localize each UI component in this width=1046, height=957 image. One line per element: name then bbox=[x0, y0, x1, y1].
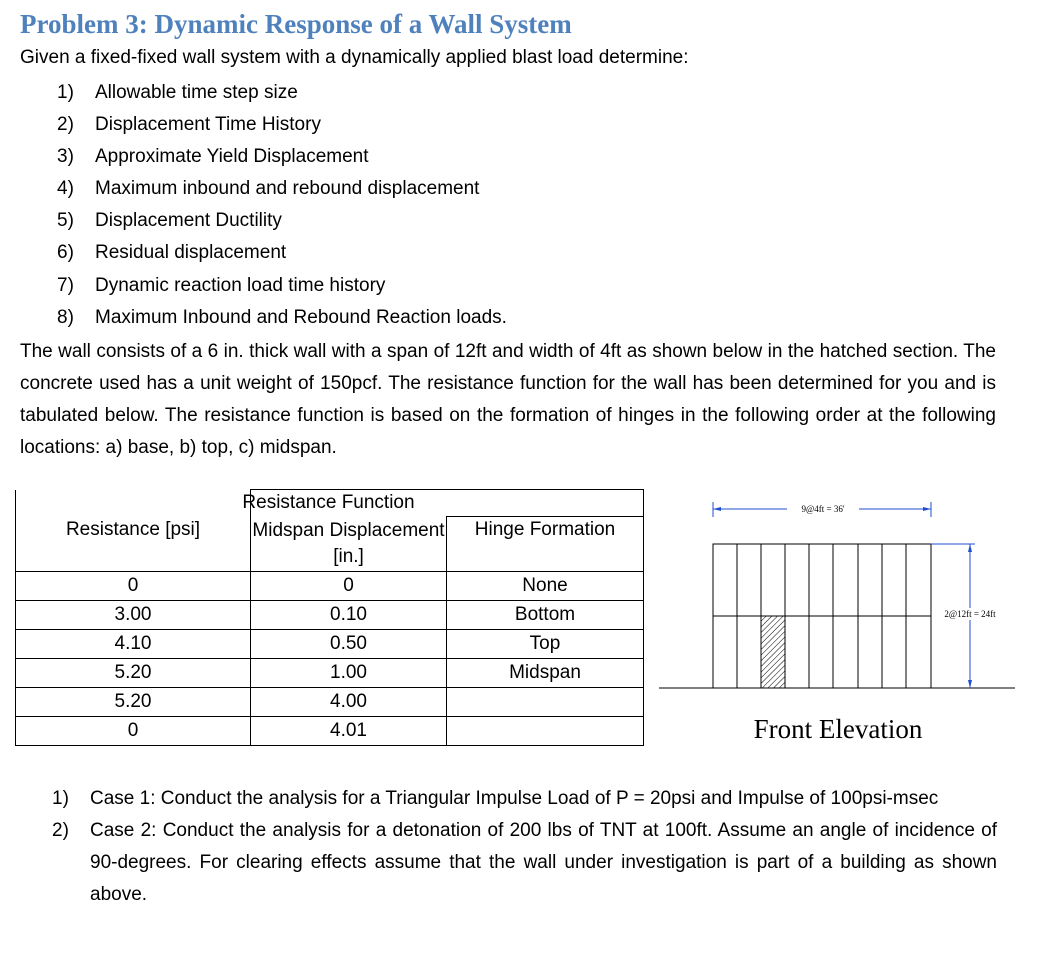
table-header-resistance: Resistance [psi] bbox=[16, 517, 251, 572]
table-header-hinge: Hinge Formation bbox=[447, 517, 644, 572]
hatched-wall-section bbox=[761, 616, 785, 688]
list-item: 4) Maximum inbound and rebound displacement bbox=[57, 178, 480, 200]
intro-text: Given a fixed-fixed wall system with a dynamically applied blast load determine: bbox=[20, 47, 689, 68]
cases-list bbox=[52, 783, 997, 911]
list-item: 3) Approximate Yield Displacement bbox=[57, 146, 369, 168]
table-group-header: Resistance Function bbox=[251, 490, 644, 517]
list-item: 8) Maximum Inbound and Rebound Reaction loads. bbox=[57, 306, 507, 328]
width-dimension-label: 9@4ft = 36' bbox=[801, 504, 845, 514]
table-row: 5.20 4.00 bbox=[16, 688, 644, 717]
table-row: 0 4.01 bbox=[16, 717, 644, 746]
diagram-caption: Front Elevation bbox=[753, 714, 923, 744]
list-item: 1) Allowable time step size bbox=[57, 82, 298, 103]
list-item: 2) Displacement Time History bbox=[57, 114, 321, 136]
table-header-displacement: Midspan Displacement [in.] bbox=[251, 517, 447, 572]
front-elevation-diagram bbox=[655, 495, 1025, 755]
problem-title: Problem 3: Dynamic Response of a Wall System bbox=[20, 9, 572, 39]
list-item: 2) Case 2: Conduct the analysis for a detonation of 200 lbs of TNT at 100ft. Assume an angle of incidence of 90-degrees. For clearing effects assume that the wall under investigation is part of a building as shown above. bbox=[52, 820, 997, 905]
list-item: 1) Case 1: Conduct the analysis for a Triangular Impulse Load of P = 20psi and Impulse of 100psi-msec bbox=[52, 788, 939, 809]
resistance-function-table bbox=[15, 489, 644, 746]
list-item: 6) Residual displacement bbox=[57, 242, 287, 264]
table-row: 4.10 0.50 Top bbox=[16, 630, 644, 659]
table-row: 5.20 1.00 Midspan bbox=[16, 659, 644, 688]
list-item: 5) Displacement Ductility bbox=[57, 210, 282, 232]
table-row: 0 0 None bbox=[16, 572, 644, 601]
determine-list bbox=[57, 80, 507, 337]
wall-panel-grid bbox=[713, 544, 931, 688]
list-item: 7) Dynamic reaction load time history bbox=[57, 274, 386, 296]
description-paragraph: The wall consists of a 6 in. thick wall with a span of 12ft and width of 4ft as shown below in the hatched section. The concrete used has a unit weight of 150pcf. The resistance function for the wall has been determined for you and is tabulated below. The resistance function is based on the formation of hinges in the following order at the following locations: a) base, b) top, c) midspan. bbox=[20, 341, 996, 458]
table-row: 3.00 0.10 Bottom bbox=[16, 601, 644, 630]
table-header-spacer bbox=[16, 490, 251, 517]
height-dimension-label: 2@12ft = 24ft bbox=[944, 609, 996, 619]
